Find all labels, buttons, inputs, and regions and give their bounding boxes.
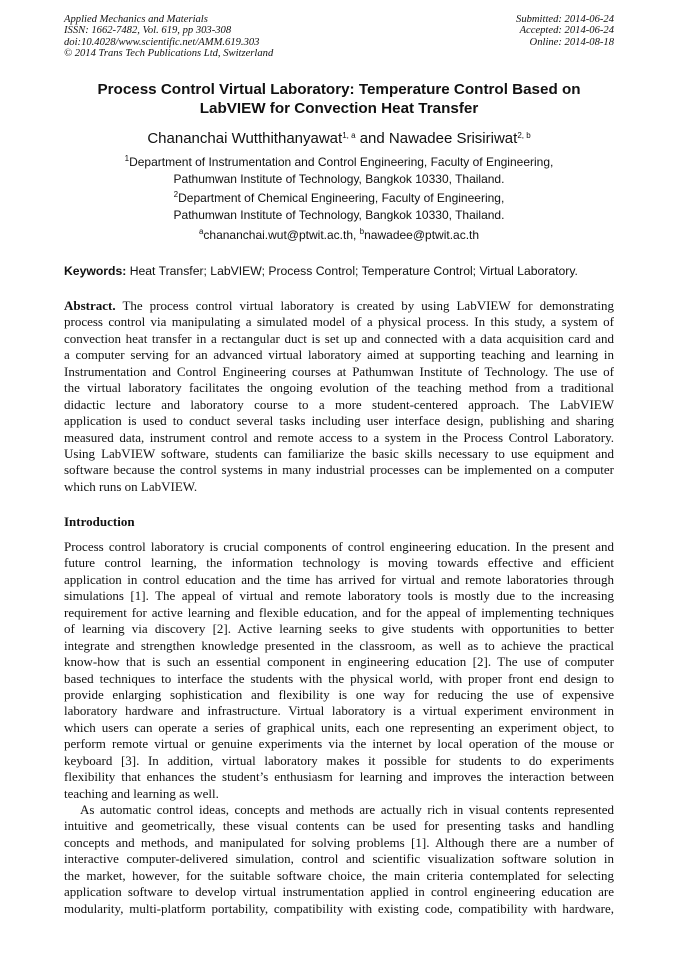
text-line: didactic lecture and laboratory course to a more student-centered approach. The LabVIEW [64, 396, 614, 412]
text-line: Using LabVIEW software, students can familiarize the basic skills necessary to use equipment and [64, 445, 614, 461]
accepted-date: Accepted: 2014-06-24 [519, 25, 614, 37]
author-name: Nawadee Srisiriwat [388, 130, 518, 147]
title-line: Process Control Virtual Laboratory: Temperature Control Based on [97, 81, 581, 98]
abstract [64, 298, 614, 495]
title-line: LabVIEW for Convection Heat Transfer [199, 100, 479, 117]
text-line: laboratory hardware and infrastructure. Virtual laboratory is a virtual experiment environment in [64, 703, 614, 719]
keywords [64, 264, 578, 278]
copyright-line: © 2014 Trans Tech Publications Ltd, Switzerland [64, 47, 274, 59]
keywords-label: Keywords: [64, 264, 127, 278]
issn-line: ISSN: 1662-7482, Vol. 619, pp 303-308 [64, 25, 232, 37]
intro-paragraph-1 [64, 539, 614, 802]
text-line: know-how that is such an essential component in engineering education [2]. The use of computer [64, 654, 614, 670]
emails [0, 227, 678, 244]
text-line: based techniques to interface the students with the physical world, with proper front end design to [64, 670, 614, 686]
text-line: application software to develop virtual instrumentation applied in control engineering education are [64, 884, 614, 900]
text-line [64, 298, 614, 314]
text-line: measured data, instrument control and remote access to a system in the Process Control Laboratory. [64, 429, 614, 445]
author-name: Chananchai Wutthithanyawat [147, 130, 343, 147]
text-line: a computer serving for an advanced virtual laboratory aimed at supporting teaching and learning in [64, 347, 614, 363]
abstract-label: Abstract. [64, 298, 116, 313]
text-line: teaching and learning as well. [64, 785, 219, 801]
abstract-text: The process control virtual laboratory is created by using LabVIEW for demonstrating [115, 298, 614, 313]
text-line: simulations [1]. The appeal of virtual and remote laboratory tools is mostly due to the increasing [64, 588, 614, 604]
journal-name: Applied Mechanics and Materials [64, 14, 208, 25]
text-line: the market, however, for the suitable software choice, the main criteria contemplated for selecting [64, 867, 614, 883]
affiliation-line: Pathumwan Institute of Technology, Bangkok 10330, Thailand. [173, 208, 505, 222]
email-sup: b [359, 227, 365, 236]
email-link[interactable]: nawadee@ptwit.ac.th [364, 228, 480, 242]
section-heading-introduction: Introduction [64, 514, 135, 529]
author-separator: and [355, 130, 389, 147]
text-line: intuitive and geometrically, these visual contents can be used for presenting tasks and handling [64, 818, 614, 834]
text-line: process control via manipulating a simulated model of a physical process. In this study, a system of [64, 314, 614, 330]
text-line: integrate and strengthen knowledge presented in the classroom, as well as to achieve the practical [64, 637, 614, 653]
text-line: provide enlarging sophistication and flexibility is one way for reducing the use of expensive [64, 686, 614, 702]
keywords-text: Heat Transfer; LabVIEW; Process Control; Temperature Control; Virtual Laboratory. [126, 264, 578, 278]
text-line: Process control laboratory is crucial components of control engineering education. In the present and [64, 539, 614, 554]
affiliation-line: Department of Chemical Engineering, Faculty of Engineering, [178, 191, 505, 205]
intro-paragraph-2 [64, 802, 614, 917]
paper-title [0, 80, 678, 118]
text-line: concepts and methods, and manipulated for solving problems [1]. Although there are a number of [64, 834, 614, 850]
affiliation-sup: 1 [124, 154, 130, 163]
text-line: keyboard [3]. In addition, virtual laboratory makes it possible for students to do experiments [64, 752, 614, 768]
affiliation-sup: 2 [173, 190, 179, 199]
affiliation-1 [0, 154, 678, 188]
doi-line: doi:10.4028/www.scientific.net/AMM.619.303 [64, 36, 260, 48]
text-line: future control learning, the information technology is moving towards effective and efficient [64, 555, 614, 571]
text-line: which users can operate a series of graphical units, each one representing an experiment object, to [64, 719, 614, 735]
text-line: the virtual laboratory facilitates the ongoing evolution of the teaching method from a traditional [64, 380, 614, 396]
author-sup: 2, b [517, 131, 531, 140]
text-line: flexibility that enhances the student’s enthusiasm for learning and improves the interaction between [64, 769, 614, 785]
text-line: requirement for active learning and flexible education, and for the appeal of implementing techniques [64, 604, 614, 620]
text-line: perform remote virtual or genuine experiments via the internet by local operation of the mouse or [64, 736, 614, 752]
author-sup: 1, a [342, 131, 356, 140]
text-line: interactive computer-delivered simulation, control and scientific visualization software solution in [64, 851, 614, 867]
text-line: application is used to conduct several tasks including user interface design, publishing and sharing [64, 413, 614, 429]
online-date: Online: 2014-08-18 [529, 36, 614, 48]
email-sup: a [198, 227, 204, 236]
text-line: of learning via discovery [2]. Active learning seeks to give students with opportunities to better [64, 621, 614, 637]
email-link[interactable]: chananchai.wut@ptwit.ac.th, [203, 228, 360, 242]
text-line: software because the control systems in many industrial processes can be implemented on a computer [64, 462, 614, 478]
text-line: Instrumentation and Control Engineering courses at Pathumwan Institute of Technology. The use of [64, 363, 614, 379]
text-line: application in control education and the time has arrived for virtual and remote laboratories through [64, 571, 614, 587]
text-line: which runs on LabVIEW. [64, 478, 198, 494]
journal-info [64, 14, 273, 59]
text-line: convection heat transfer in a rectangular duct is set up and connected with a data acquisition card and [64, 330, 614, 346]
dates-info [516, 14, 614, 48]
submitted-date: Submitted: 2014-06-24 [516, 14, 614, 25]
affiliation-line: Pathumwan Institute of Technology, Bangkok 10330, Thailand. [173, 172, 505, 186]
text-line: modularity, multi-platform portability, compatibility with existing code, compatibility with hardware, [64, 900, 614, 916]
authors [0, 130, 678, 147]
affiliation-line: Department of Instrumentation and Control Engineering, Faculty of Engineering, [129, 155, 554, 169]
affiliation-2 [0, 190, 678, 224]
text-line: As automatic control ideas, concepts and methods are actually rich in visual contents represented [80, 802, 614, 817]
